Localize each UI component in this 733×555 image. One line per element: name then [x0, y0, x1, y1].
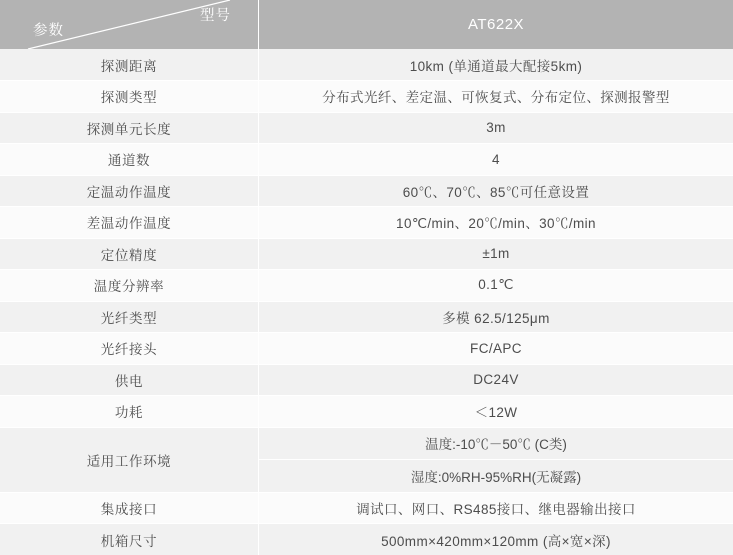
row-label: 差温动作温度 [0, 207, 259, 239]
row-value: 调试口、网口、RS485接口、继电器输出接口 [259, 492, 733, 524]
header-cell-parameter-model [0, 0, 259, 49]
table-row [0, 175, 733, 207]
header-cell-product: AT622X [259, 0, 733, 49]
row-label: 通道数 [0, 144, 259, 176]
table-row [0, 364, 733, 396]
row-value: 多模 62.5/125μm [259, 301, 733, 333]
row-value: 3m [259, 112, 733, 144]
row-value: DC24V [259, 364, 733, 396]
row-value: 500mm×420mm×120mm (高×宽×深) [259, 524, 733, 555]
header-label-model: 型号 [200, 9, 231, 24]
row-label: 探测单元长度 [0, 112, 259, 144]
table-row [0, 207, 733, 239]
row-label: 定温动作温度 [0, 175, 259, 207]
row-value: 分布式光纤、差定温、可恢复式、分布定位、探测报警型 [259, 81, 733, 113]
row-value: 0.1℃ [259, 270, 733, 302]
table-row-environment-first [0, 427, 733, 460]
row-label: 集成接口 [0, 492, 259, 524]
table-row [0, 492, 733, 524]
table-row [0, 49, 733, 81]
row-label: 机箱尺寸 [0, 524, 259, 555]
header-label-parameter: 参数 [33, 24, 64, 39]
table-row [0, 144, 733, 176]
row-value-temperature: 温度:-10℃－50℃ (C类) [259, 427, 733, 460]
table-row [0, 524, 733, 555]
row-label: 适用工作环境 [0, 427, 259, 492]
table-row [0, 396, 733, 428]
row-value: 10km (单通道最大配接5km) [259, 49, 733, 81]
table-header-row [0, 0, 733, 49]
row-value: 60℃、70℃、85℃可任意设置 [259, 175, 733, 207]
row-label: 光纤类型 [0, 301, 259, 333]
table-row [0, 238, 733, 270]
row-value: FC/APC [259, 333, 733, 365]
table-row [0, 333, 733, 365]
row-value: ＜12W [259, 396, 733, 428]
row-value-humidity: 湿度:0%RH-95%RH(无凝露) [259, 460, 733, 493]
table-row [0, 81, 733, 113]
row-value: ±1m [259, 238, 733, 270]
table-row [0, 112, 733, 144]
row-label: 探测类型 [0, 81, 259, 113]
table-row [0, 270, 733, 302]
row-value: 4 [259, 144, 733, 176]
row-label: 光纤接头 [0, 333, 259, 365]
row-label: 温度分辨率 [0, 270, 259, 302]
row-label: 功耗 [0, 396, 259, 428]
row-label: 供电 [0, 364, 259, 396]
table-row [0, 301, 733, 333]
row-label: 探测距离 [0, 49, 259, 81]
row-label: 定位精度 [0, 238, 259, 270]
row-value: 10℃/min、20℃/min、30℃/min [259, 207, 733, 239]
